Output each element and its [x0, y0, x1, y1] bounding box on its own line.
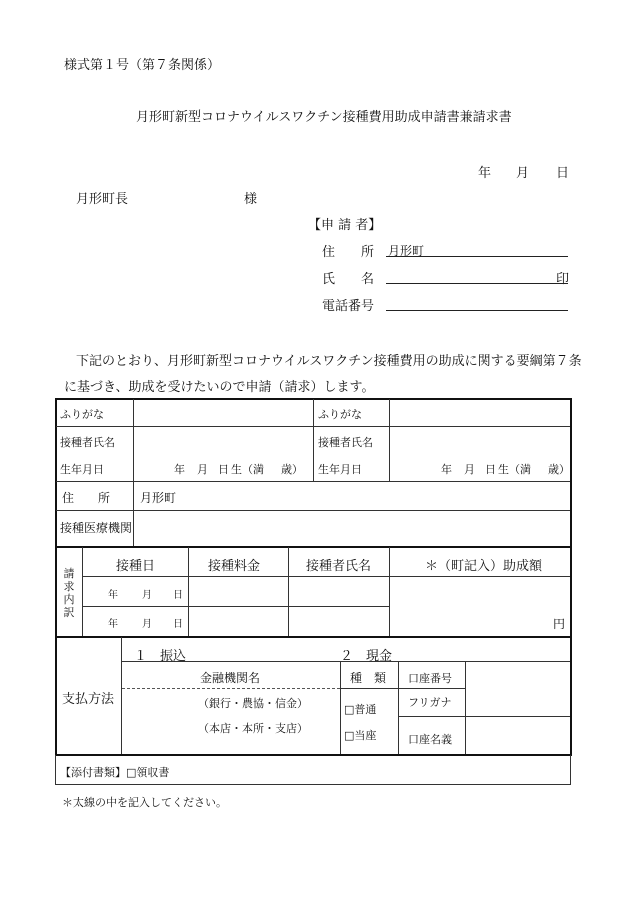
bank-types: （銀行・農協・信金） — [198, 697, 308, 710]
account-number-field[interactable] — [467, 663, 569, 687]
account-type-ordinary-checkbox[interactable]: □普通 — [344, 703, 377, 716]
furigana-field-right[interactable] — [391, 400, 569, 425]
row1-name-field[interactable] — [290, 578, 388, 605]
applicant-heading: 【申 請 者】 — [308, 218, 382, 233]
header-vaccination-fee: 接種料金 — [208, 559, 261, 574]
intro-line-1: 下記のとおり、月形町新型コロナウイルスワクチン接種費用の助成に関する要綱第７条 — [76, 354, 582, 369]
clinic-field[interactable] — [134, 512, 569, 545]
intro-line-2: に基づき、助成を受けたいので申請（請求）します。 — [64, 380, 375, 395]
applicant-name-field[interactable] — [386, 283, 568, 284]
furigana-label-right: ふりがな — [318, 408, 362, 421]
account-holder-label: 口座名義 — [408, 733, 452, 746]
row1-fee-field[interactable] — [190, 578, 287, 605]
row1-date-day: 日 — [173, 590, 183, 601]
birth-day-left: 日 — [218, 463, 229, 476]
account-number-label: 口座番号 — [408, 672, 452, 685]
birth-month-right: 月 — [464, 463, 475, 476]
payment-method-label: 支払方法 — [62, 692, 115, 707]
payment-option-transfer[interactable]: １ 振込 — [134, 649, 187, 664]
applicant-address-value: 月形町 — [388, 244, 425, 258]
attachments-receipt-checkbox[interactable]: 【添付書類】□領収書 — [60, 766, 170, 779]
header-vaccinee-name: 接種者氏名 — [306, 559, 372, 574]
row1-date-year: 年 — [108, 590, 118, 601]
yen-unit: 円 — [553, 617, 566, 631]
account-furigana-field[interactable] — [467, 690, 569, 715]
address-label: 住 所 — [62, 491, 111, 505]
applicant-address-label: 住 所 — [322, 245, 375, 260]
footnote: ＊太線の中を記入してください。 — [62, 796, 227, 809]
birth-month-left: 月 — [197, 463, 208, 476]
birth-age-right: 歳） — [548, 463, 570, 476]
vaccinee-name-label-right: 接種者氏名 — [318, 436, 373, 449]
breakdown-label: 請 求 内 訳 — [63, 567, 75, 619]
vaccinee-name-field-right[interactable] — [391, 428, 569, 454]
account-type-checking-checkbox[interactable]: □当座 — [344, 729, 377, 742]
addressee-honorific: 様 — [244, 192, 258, 207]
birth-age-left: 歳） — [281, 463, 303, 476]
birth-born-left: 生（満 — [231, 463, 264, 476]
account-holder-field[interactable] — [467, 718, 569, 752]
furigana-field-left[interactable] — [134, 400, 312, 425]
row2-fee-field[interactable] — [190, 608, 287, 635]
birth-year-right: 年 — [441, 463, 452, 476]
furigana-kana-label: フリガナ — [408, 696, 452, 709]
applicant-address-field[interactable] — [386, 256, 568, 257]
vaccinee-name-field-left[interactable] — [134, 428, 312, 454]
account-type-header: 種 類 — [350, 671, 387, 685]
header-vaccination-date: 接種日 — [116, 559, 156, 574]
addressee-name: 月形町長 — [76, 192, 129, 207]
birth-day-right: 日 — [485, 463, 496, 476]
date-year-label: 年 — [478, 166, 492, 181]
birth-born-right: 生（満 — [498, 463, 531, 476]
branch-types: （本店・本所・支店） — [198, 722, 308, 735]
address-field[interactable] — [190, 483, 568, 509]
furigana-label-left: ふりがな — [60, 408, 104, 421]
form-title: 月形町新型コロナウイルスワクチン接種費用助成申請書兼請求書 — [136, 110, 512, 125]
date-month-label: 月 — [516, 166, 530, 181]
applicant-name-label: 氏 名 — [322, 272, 375, 287]
form-number: 様式第１号（第７条関係） — [64, 58, 221, 73]
address-value: 月形町 — [140, 491, 177, 505]
row2-date-year: 年 — [108, 619, 118, 630]
birthdate-label-left: 生年月日 — [60, 463, 104, 476]
applicant-phone-label: 電話番号 — [322, 299, 375, 314]
header-subsidy-amount: ＊（町記入）助成額 — [425, 559, 543, 574]
birth-year-left: 年 — [174, 463, 185, 476]
row2-date-day: 日 — [173, 619, 183, 630]
applicant-seal: 印 — [556, 272, 570, 287]
payment-option-cash[interactable]: ２ 現金 — [340, 649, 393, 664]
row2-date-month: 月 — [142, 619, 152, 630]
vaccinee-name-label-left: 接種者氏名 — [60, 436, 115, 449]
bank-name-header: 金融機関名 — [200, 671, 261, 685]
row1-date-month: 月 — [142, 590, 152, 601]
date-day-label: 日 — [556, 166, 570, 181]
applicant-phone-field[interactable] — [386, 310, 568, 311]
row2-name-field[interactable] — [290, 608, 388, 635]
clinic-label: 接種医療機関 — [60, 521, 133, 535]
birthdate-label-right: 生年月日 — [318, 463, 362, 476]
